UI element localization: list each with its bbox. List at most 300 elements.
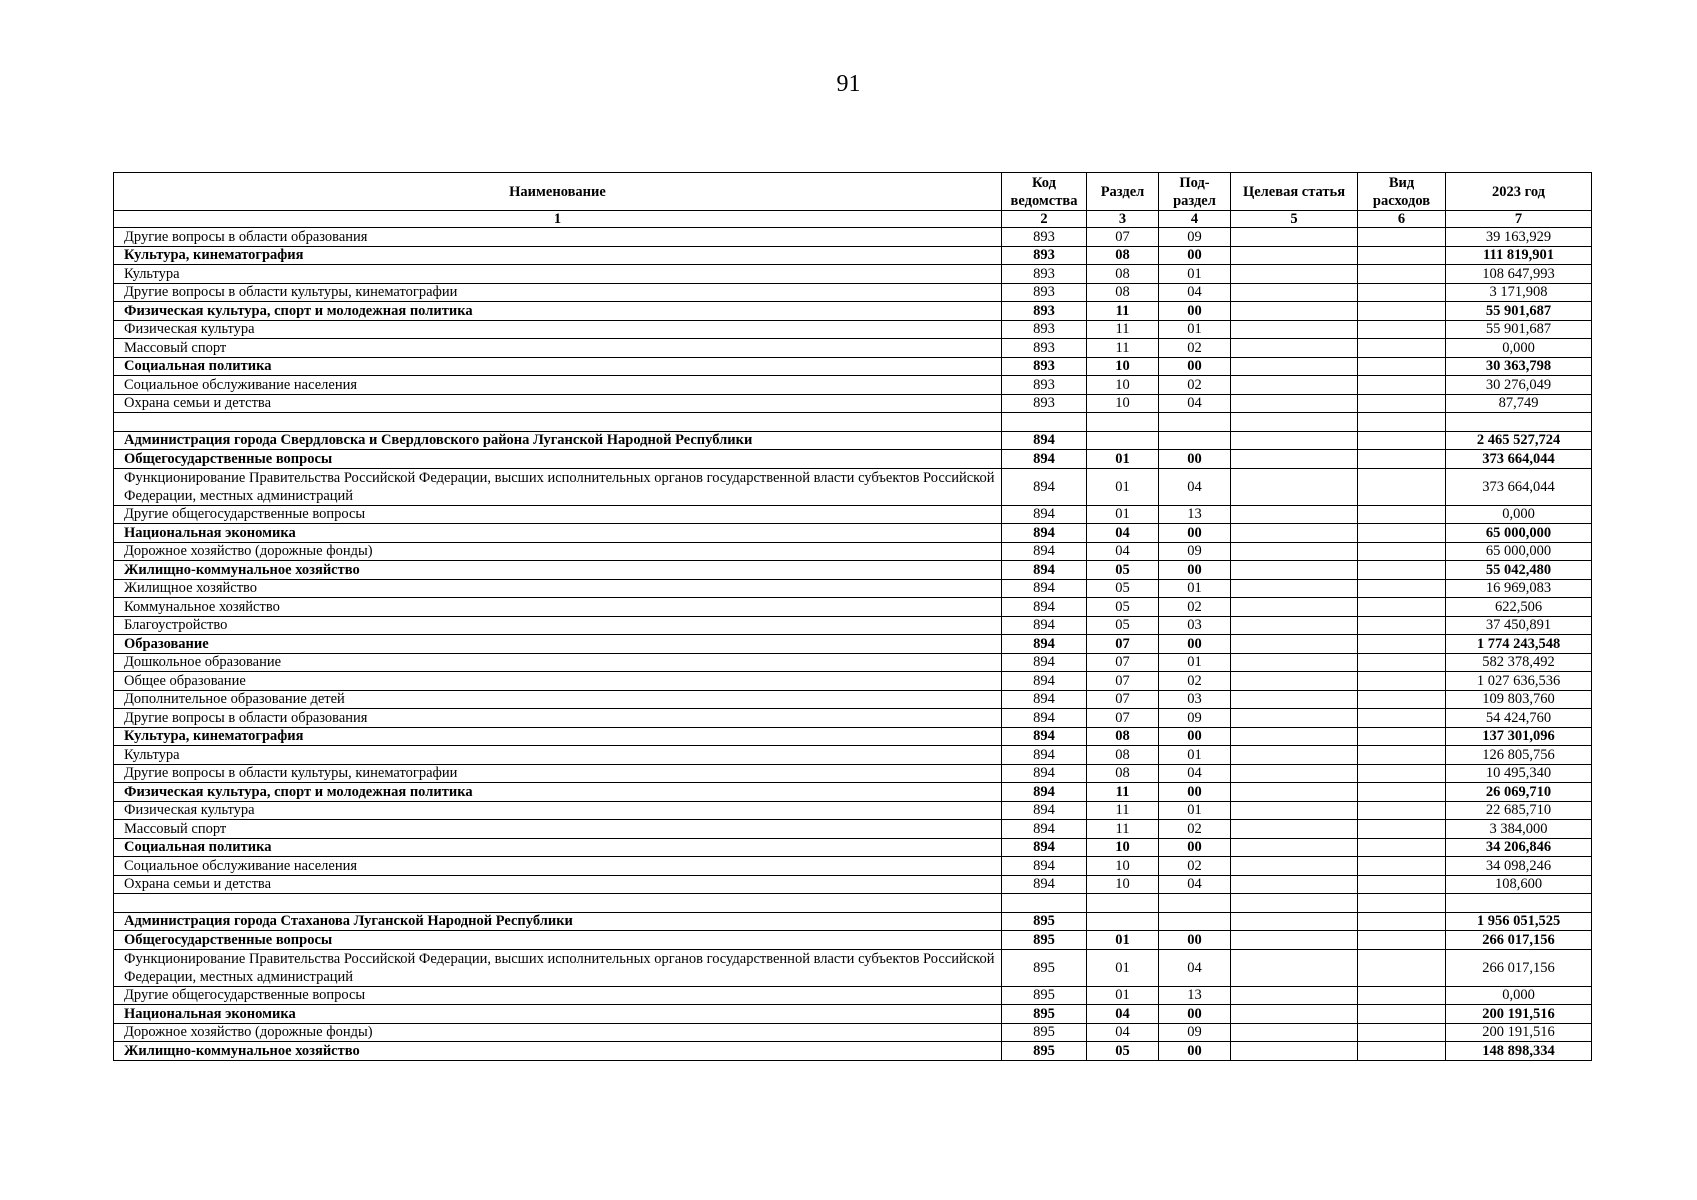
row-section-cell — [1087, 912, 1159, 931]
row-subsection-cell: 09 — [1159, 542, 1231, 561]
row-subsection-cell: 00 — [1159, 561, 1231, 580]
row-amount-cell: 2 465 527,724 — [1446, 431, 1592, 450]
table-row — [114, 727, 1592, 746]
row-department-code-cell: 894 — [1002, 505, 1087, 524]
row-amount-cell: 0,000 — [1446, 339, 1592, 358]
row-subsection-cell: 02 — [1159, 339, 1231, 358]
row-section-cell: 11 — [1087, 339, 1159, 358]
row-department-code-cell: 894 — [1002, 764, 1087, 783]
row-department-code-cell — [1002, 413, 1087, 432]
row-section-cell: 05 — [1087, 598, 1159, 617]
row-department-code-cell: 893 — [1002, 302, 1087, 321]
row-section-cell: 01 — [1087, 931, 1159, 950]
row-expense-type-cell — [1358, 505, 1446, 524]
row-amount-cell: 54 424,760 — [1446, 709, 1592, 728]
row-department-code-cell: 895 — [1002, 931, 1087, 950]
row-amount-cell: 37 450,891 — [1446, 616, 1592, 635]
row-target-article-cell — [1231, 690, 1358, 709]
row-section-cell: 11 — [1087, 302, 1159, 321]
row-department-code-cell — [1002, 894, 1087, 913]
table-row — [114, 746, 1592, 765]
row-target-article-cell — [1231, 727, 1358, 746]
row-section-cell: 08 — [1087, 764, 1159, 783]
row-expense-type-cell — [1358, 894, 1446, 913]
row-department-code-cell: 894 — [1002, 783, 1087, 802]
row-section-cell: 11 — [1087, 783, 1159, 802]
row-department-code-cell: 893 — [1002, 228, 1087, 247]
row-amount-cell: 16 969,083 — [1446, 579, 1592, 598]
row-expense-type-cell — [1358, 339, 1446, 358]
table-row — [114, 228, 1592, 247]
row-name-cell: Общегосударственные вопросы — [114, 931, 1002, 950]
row-name-cell: Другие вопросы в области культуры, кинематографии — [114, 283, 1002, 302]
row-amount-cell: 3 171,908 — [1446, 283, 1592, 302]
row-target-article-cell — [1231, 302, 1358, 321]
column-number-row — [114, 211, 1592, 228]
row-name-cell: Жилищно-коммунальное хозяйство — [114, 1042, 1002, 1061]
row-department-code-cell: 894 — [1002, 653, 1087, 672]
row-target-article-cell — [1231, 413, 1358, 432]
row-section-cell: 04 — [1087, 524, 1159, 543]
header-section: Раздел — [1087, 173, 1159, 211]
table-row — [114, 986, 1592, 1005]
row-expense-type-cell — [1358, 616, 1446, 635]
row-expense-type-cell — [1358, 986, 1446, 1005]
row-name-cell: Социальная политика — [114, 357, 1002, 376]
row-section-cell: 01 — [1087, 505, 1159, 524]
row-target-article-cell — [1231, 394, 1358, 413]
row-name-cell: Культура, кинематография — [114, 727, 1002, 746]
row-section-cell: 05 — [1087, 616, 1159, 635]
row-expense-type-cell — [1358, 579, 1446, 598]
table-row — [114, 283, 1592, 302]
row-name-cell: Социальное обслуживание населения — [114, 857, 1002, 876]
row-section-cell: 07 — [1087, 653, 1159, 672]
row-amount-cell: 108 647,993 — [1446, 265, 1592, 284]
row-name-cell: Дошкольное образование — [114, 653, 1002, 672]
row-name-cell: Физическая культура, спорт и молодежная политика — [114, 302, 1002, 321]
row-name-cell: Благоустройство — [114, 616, 1002, 635]
row-expense-type-cell — [1358, 1042, 1446, 1061]
row-amount-cell: 111 819,901 — [1446, 246, 1592, 265]
table-row — [114, 320, 1592, 339]
row-amount-cell: 1 956 051,525 — [1446, 912, 1592, 931]
row-amount-cell: 30 276,049 — [1446, 376, 1592, 395]
row-expense-type-cell — [1358, 912, 1446, 931]
table-row — [114, 672, 1592, 691]
row-department-code-cell: 893 — [1002, 376, 1087, 395]
row-subsection-cell: 09 — [1159, 709, 1231, 728]
row-subsection-cell: 00 — [1159, 1042, 1231, 1061]
table-row — [114, 413, 1592, 432]
row-target-article-cell — [1231, 1005, 1358, 1024]
row-amount-cell: 0,000 — [1446, 505, 1592, 524]
row-subsection-cell: 01 — [1159, 801, 1231, 820]
row-target-article-cell — [1231, 228, 1358, 247]
table-row — [114, 1005, 1592, 1024]
row-name-cell: Охрана семьи и детства — [114, 875, 1002, 894]
row-subsection-cell: 00 — [1159, 727, 1231, 746]
row-department-code-cell: 895 — [1002, 986, 1087, 1005]
row-department-code-cell: 893 — [1002, 246, 1087, 265]
row-expense-type-cell — [1358, 431, 1446, 450]
row-name-cell: Культура — [114, 746, 1002, 765]
table-row — [114, 653, 1592, 672]
row-amount-cell: 109 803,760 — [1446, 690, 1592, 709]
row-subsection-cell: 00 — [1159, 931, 1231, 950]
row-department-code-cell: 893 — [1002, 283, 1087, 302]
row-section-cell: 08 — [1087, 246, 1159, 265]
row-target-article-cell — [1231, 542, 1358, 561]
row-expense-type-cell — [1358, 746, 1446, 765]
row-target-article-cell — [1231, 820, 1358, 839]
column-number: 5 — [1231, 211, 1358, 228]
row-amount-cell: 200 191,516 — [1446, 1005, 1592, 1024]
row-amount-cell: 22 685,710 — [1446, 801, 1592, 820]
row-department-code-cell: 893 — [1002, 265, 1087, 284]
row-name-cell: Образование — [114, 635, 1002, 654]
row-name-cell — [114, 413, 1002, 432]
table-row — [114, 468, 1592, 505]
row-subsection-cell: 00 — [1159, 635, 1231, 654]
row-subsection-cell: 04 — [1159, 875, 1231, 894]
row-expense-type-cell — [1358, 302, 1446, 321]
row-section-cell: 07 — [1087, 228, 1159, 247]
row-section-cell: 07 — [1087, 672, 1159, 691]
row-name-cell: Культура — [114, 265, 1002, 284]
row-name-cell: Другие вопросы в области образования — [114, 709, 1002, 728]
table-row — [114, 1023, 1592, 1042]
row-name-cell: Другие общегосударственные вопросы — [114, 505, 1002, 524]
row-subsection-cell: 04 — [1159, 764, 1231, 783]
row-department-code-cell: 894 — [1002, 635, 1087, 654]
row-department-code-cell: 895 — [1002, 949, 1087, 986]
row-target-article-cell — [1231, 931, 1358, 950]
row-subsection-cell: 03 — [1159, 616, 1231, 635]
row-department-code-cell: 893 — [1002, 339, 1087, 358]
header-target-article: Целевая статья — [1231, 173, 1358, 211]
row-section-cell: 10 — [1087, 394, 1159, 413]
row-amount-cell: 55 042,480 — [1446, 561, 1592, 580]
row-expense-type-cell — [1358, 653, 1446, 672]
row-subsection-cell: 00 — [1159, 783, 1231, 802]
row-section-cell: 07 — [1087, 709, 1159, 728]
row-amount-cell: 582 378,492 — [1446, 653, 1592, 672]
row-amount-cell — [1446, 894, 1592, 913]
row-amount-cell: 200 191,516 — [1446, 1023, 1592, 1042]
column-number: 6 — [1358, 211, 1446, 228]
row-expense-type-cell — [1358, 690, 1446, 709]
table-row — [114, 302, 1592, 321]
row-subsection-cell: 01 — [1159, 320, 1231, 339]
row-subsection-cell: 00 — [1159, 524, 1231, 543]
header-year-2023: 2023 год — [1446, 173, 1592, 211]
row-expense-type-cell — [1358, 1005, 1446, 1024]
row-department-code-cell: 895 — [1002, 1042, 1087, 1061]
row-target-article-cell — [1231, 949, 1358, 986]
row-expense-type-cell — [1358, 357, 1446, 376]
row-name-cell: Дорожное хозяйство (дорожные фонды) — [114, 1023, 1002, 1042]
table-row — [114, 616, 1592, 635]
table-row — [114, 857, 1592, 876]
row-expense-type-cell — [1358, 820, 1446, 839]
table-row — [114, 635, 1592, 654]
row-subsection-cell: 01 — [1159, 746, 1231, 765]
row-department-code-cell: 893 — [1002, 394, 1087, 413]
row-expense-type-cell — [1358, 561, 1446, 580]
row-amount-cell: 55 901,687 — [1446, 320, 1592, 339]
row-name-cell: Культура, кинематография — [114, 246, 1002, 265]
column-number: 7 — [1446, 211, 1592, 228]
row-target-article-cell — [1231, 875, 1358, 894]
row-target-article-cell — [1231, 801, 1358, 820]
row-target-article-cell — [1231, 1042, 1358, 1061]
table-header — [114, 173, 1592, 211]
table-row — [114, 376, 1592, 395]
row-expense-type-cell — [1358, 727, 1446, 746]
row-target-article-cell — [1231, 616, 1358, 635]
row-name-cell: Социальное обслуживание населения — [114, 376, 1002, 395]
column-number: 3 — [1087, 211, 1159, 228]
row-subsection-cell — [1159, 413, 1231, 432]
table-row — [114, 894, 1592, 913]
row-section-cell: 11 — [1087, 801, 1159, 820]
row-department-code-cell: 894 — [1002, 709, 1087, 728]
row-amount-cell: 126 805,756 — [1446, 746, 1592, 765]
budget-table — [113, 172, 1592, 1061]
row-department-code-cell: 894 — [1002, 838, 1087, 857]
row-target-article-cell — [1231, 894, 1358, 913]
row-expense-type-cell — [1358, 764, 1446, 783]
row-department-code-cell: 894 — [1002, 875, 1087, 894]
row-subsection-cell: 01 — [1159, 579, 1231, 598]
row-target-article-cell — [1231, 283, 1358, 302]
row-target-article-cell — [1231, 672, 1358, 691]
row-department-code-cell: 894 — [1002, 579, 1087, 598]
row-subsection-cell — [1159, 894, 1231, 913]
row-section-cell: 08 — [1087, 283, 1159, 302]
row-name-cell: Жилищно-коммунальное хозяйство — [114, 561, 1002, 580]
table-row — [114, 1042, 1592, 1061]
row-target-article-cell — [1231, 598, 1358, 617]
row-name-cell: Физическая культура — [114, 801, 1002, 820]
row-expense-type-cell — [1358, 709, 1446, 728]
table-row — [114, 690, 1592, 709]
row-department-code-cell: 894 — [1002, 727, 1087, 746]
row-subsection-cell: 04 — [1159, 283, 1231, 302]
row-name-cell: Общее образование — [114, 672, 1002, 691]
row-name-cell — [114, 894, 1002, 913]
row-section-cell: 01 — [1087, 450, 1159, 469]
row-section-cell: 11 — [1087, 320, 1159, 339]
table-row — [114, 709, 1592, 728]
row-department-code-cell: 894 — [1002, 450, 1087, 469]
table-row — [114, 524, 1592, 543]
table-row — [114, 875, 1592, 894]
row-department-code-cell: 894 — [1002, 468, 1087, 505]
row-section-cell: 08 — [1087, 727, 1159, 746]
row-subsection-cell: 13 — [1159, 986, 1231, 1005]
row-target-article-cell — [1231, 265, 1358, 284]
table-row — [114, 561, 1592, 580]
row-expense-type-cell — [1358, 783, 1446, 802]
column-number: 4 — [1159, 211, 1231, 228]
row-amount-cell: 87,749 — [1446, 394, 1592, 413]
table-row — [114, 598, 1592, 617]
row-name-cell: Дополнительное образование детей — [114, 690, 1002, 709]
table-row — [114, 431, 1592, 450]
row-expense-type-cell — [1358, 931, 1446, 950]
header-name: Наименование — [114, 173, 1002, 211]
row-target-article-cell — [1231, 505, 1358, 524]
table-row — [114, 265, 1592, 284]
row-target-article-cell — [1231, 524, 1358, 543]
row-section-cell: 04 — [1087, 542, 1159, 561]
row-section-cell: 07 — [1087, 635, 1159, 654]
row-section-cell: 05 — [1087, 1042, 1159, 1061]
row-expense-type-cell — [1358, 838, 1446, 857]
row-target-article-cell — [1231, 912, 1358, 931]
row-subsection-cell: 04 — [1159, 394, 1231, 413]
row-subsection-cell: 02 — [1159, 820, 1231, 839]
row-section-cell: 10 — [1087, 838, 1159, 857]
row-amount-cell: 39 163,929 — [1446, 228, 1592, 247]
row-section-cell: 10 — [1087, 357, 1159, 376]
row-target-article-cell — [1231, 450, 1358, 469]
row-department-code-cell: 894 — [1002, 561, 1087, 580]
row-subsection-cell: 00 — [1159, 357, 1231, 376]
row-subsection-cell: 00 — [1159, 1005, 1231, 1024]
header-department-code: Код ведомства — [1002, 173, 1087, 211]
row-department-code-cell: 894 — [1002, 857, 1087, 876]
row-subsection-cell: 00 — [1159, 302, 1231, 321]
row-department-code-cell: 894 — [1002, 672, 1087, 691]
row-target-article-cell — [1231, 376, 1358, 395]
row-target-article-cell — [1231, 653, 1358, 672]
row-department-code-cell: 894 — [1002, 431, 1087, 450]
row-expense-type-cell — [1358, 246, 1446, 265]
row-department-code-cell: 894 — [1002, 524, 1087, 543]
row-amount-cell: 137 301,096 — [1446, 727, 1592, 746]
row-department-code-cell: 894 — [1002, 616, 1087, 635]
row-amount-cell: 0,000 — [1446, 986, 1592, 1005]
row-subsection-cell: 02 — [1159, 376, 1231, 395]
row-amount-cell: 148 898,334 — [1446, 1042, 1592, 1061]
row-amount-cell: 1 027 636,536 — [1446, 672, 1592, 691]
row-name-cell: Общегосударственные вопросы — [114, 450, 1002, 469]
row-section-cell: 01 — [1087, 468, 1159, 505]
row-section-cell: 08 — [1087, 746, 1159, 765]
row-target-article-cell — [1231, 561, 1358, 580]
row-subsection-cell: 01 — [1159, 653, 1231, 672]
row-target-article-cell — [1231, 635, 1358, 654]
row-name-cell: Функционирование Правительства Российской Федерации, высших исполнительных органов государственной власти субъектов Российской Федерации, местных администраций — [114, 949, 1002, 986]
row-expense-type-cell — [1358, 801, 1446, 820]
row-name-cell: Массовый спорт — [114, 820, 1002, 839]
row-subsection-cell: 03 — [1159, 690, 1231, 709]
table-row — [114, 801, 1592, 820]
table-row — [114, 783, 1592, 802]
table-row — [114, 246, 1592, 265]
table-row — [114, 820, 1592, 839]
row-department-code-cell: 895 — [1002, 1023, 1087, 1042]
column-number: 1 — [114, 211, 1002, 228]
row-department-code-cell: 893 — [1002, 320, 1087, 339]
row-section-cell: 10 — [1087, 857, 1159, 876]
row-subsection-cell: 09 — [1159, 1023, 1231, 1042]
row-target-article-cell — [1231, 986, 1358, 1005]
row-amount-cell: 26 069,710 — [1446, 783, 1592, 802]
row-name-cell: Другие вопросы в области культуры, кинематографии — [114, 764, 1002, 783]
row-target-article-cell — [1231, 764, 1358, 783]
row-target-article-cell — [1231, 783, 1358, 802]
row-expense-type-cell — [1358, 949, 1446, 986]
row-section-cell: 05 — [1087, 579, 1159, 598]
row-amount-cell: 65 000,000 — [1446, 542, 1592, 561]
row-section-cell: 04 — [1087, 1005, 1159, 1024]
row-name-cell: Массовый спорт — [114, 339, 1002, 358]
row-amount-cell: 266 017,156 — [1446, 931, 1592, 950]
row-target-article-cell — [1231, 468, 1358, 505]
row-subsection-cell: 04 — [1159, 949, 1231, 986]
row-amount-cell: 373 664,044 — [1446, 450, 1592, 469]
row-subsection-cell: 02 — [1159, 857, 1231, 876]
row-expense-type-cell — [1358, 376, 1446, 395]
row-expense-type-cell — [1358, 265, 1446, 284]
table-row — [114, 949, 1592, 986]
row-department-code-cell: 894 — [1002, 598, 1087, 617]
row-expense-type-cell — [1358, 875, 1446, 894]
row-section-cell: 10 — [1087, 376, 1159, 395]
row-subsection-cell: 00 — [1159, 246, 1231, 265]
table-row — [114, 357, 1592, 376]
row-target-article-cell — [1231, 579, 1358, 598]
row-expense-type-cell — [1358, 524, 1446, 543]
row-name-cell: Функционирование Правительства Российской Федерации, высших исполнительных органов государственной власти субъектов Российской Федерации, местных администраций — [114, 468, 1002, 505]
table-row — [114, 764, 1592, 783]
row-amount-cell: 622,506 — [1446, 598, 1592, 617]
row-amount-cell: 373 664,044 — [1446, 468, 1592, 505]
row-subsection-cell: 01 — [1159, 265, 1231, 284]
row-section-cell — [1087, 413, 1159, 432]
row-section-cell — [1087, 431, 1159, 450]
row-target-article-cell — [1231, 709, 1358, 728]
table-row — [114, 450, 1592, 469]
row-subsection-cell — [1159, 431, 1231, 450]
row-amount-cell: 34 206,846 — [1446, 838, 1592, 857]
row-expense-type-cell — [1358, 394, 1446, 413]
row-department-code-cell: 895 — [1002, 912, 1087, 931]
row-subsection-cell: 09 — [1159, 228, 1231, 247]
header-expense-type: Вид расходов — [1358, 173, 1446, 211]
row-expense-type-cell — [1358, 468, 1446, 505]
row-amount-cell: 55 901,687 — [1446, 302, 1592, 321]
row-section-cell: 01 — [1087, 949, 1159, 986]
row-subsection-cell: 02 — [1159, 598, 1231, 617]
row-section-cell: 04 — [1087, 1023, 1159, 1042]
row-name-cell: Национальная экономика — [114, 1005, 1002, 1024]
row-target-article-cell — [1231, 357, 1358, 376]
row-name-cell: Национальная экономика — [114, 524, 1002, 543]
table-row — [114, 912, 1592, 931]
row-amount-cell: 108,600 — [1446, 875, 1592, 894]
row-name-cell: Жилищное хозяйство — [114, 579, 1002, 598]
row-amount-cell: 30 363,798 — [1446, 357, 1592, 376]
row-section-cell: 10 — [1087, 875, 1159, 894]
row-target-article-cell — [1231, 246, 1358, 265]
page-number: 91 — [836, 71, 861, 97]
row-subsection-cell: 00 — [1159, 838, 1231, 857]
